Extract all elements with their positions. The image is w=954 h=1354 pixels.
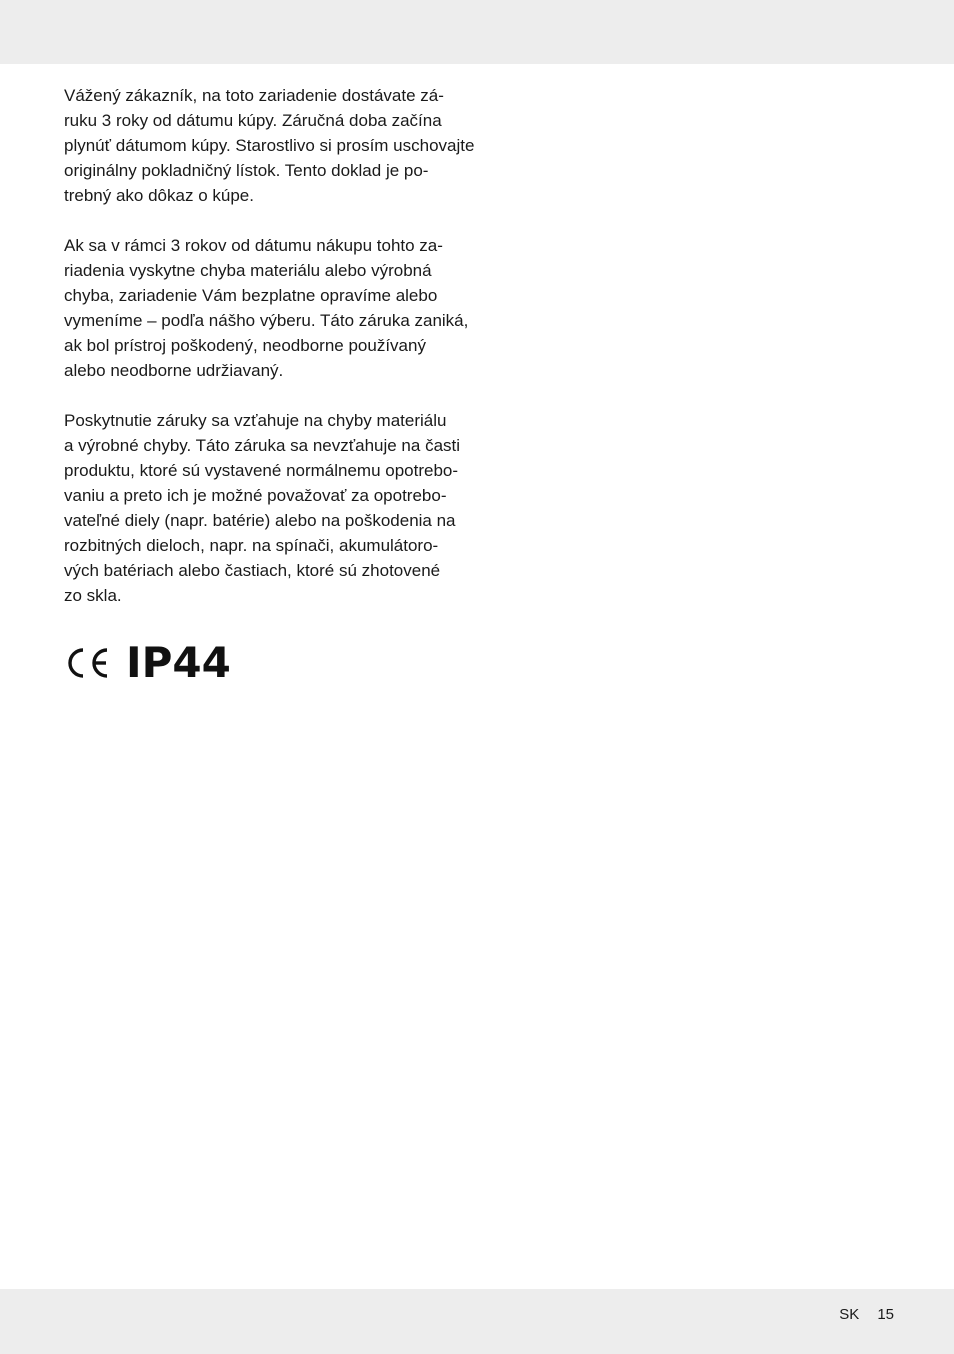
text-line: Ak sa v rámci 3 rokov od dátumu nákupu tohto za- [64, 236, 443, 255]
text-line: Vážený zákazník, na toto zariadenie dostávate zá- [64, 86, 444, 105]
paragraph-warranty-intro [64, 83, 475, 208]
text-line: ak bol prístroj poškodený, neodborne používaný [64, 336, 426, 355]
text-line: vateľné diely (napr. batérie) alebo na poškodenia na [64, 511, 456, 530]
text-line: riadenia vyskytne chyba materiálu alebo výrobná [64, 261, 432, 280]
paragraph-warranty-conditions [64, 233, 469, 383]
page-footer [839, 1305, 894, 1325]
text-line: a výrobné chyby. Táto záruka sa nevzťahuje na časti [64, 436, 461, 455]
text-line: rozbitných dieloch, napr. na spínači, akumulátoro- [64, 536, 439, 555]
text-line: ruku 3 roky od dátumu kúpy. Záručná doba začína [64, 111, 442, 130]
text-line: produktu, ktoré sú vystavené normálnemu opotrebo- [64, 461, 459, 480]
text-line: trebný ako dôkaz o kúpe. [64, 186, 254, 205]
footer-band [0, 1289, 954, 1354]
paragraph-warranty-scope [64, 408, 466, 608]
ce-mark-icon [64, 647, 112, 679]
text-line: plynúť dátumom kúpy. Starostlivo si prosím uschovajte [64, 136, 475, 155]
text-line: alebo neodborne udržiavaný. [64, 361, 284, 380]
page-number: 15 [877, 1306, 894, 1323]
text-line: chyba, zariadenie Vám bezplatne opravíme alebo [64, 286, 438, 305]
text-line: vaniu a preto ich je možné považovať za opotrebo- [64, 486, 447, 505]
language-code: SK [839, 1306, 860, 1323]
certification-marks [64, 640, 231, 686]
warranty-text [64, 83, 475, 608]
ip-rating-label: IP44 [126, 638, 231, 687]
text-line: originálny pokladničný lístok. Tento doklad je po- [64, 161, 429, 180]
text-line: Poskytnutie záruky sa vzťahuje na chyby materiálu [64, 411, 447, 430]
header-band [0, 0, 954, 64]
text-line: vých batériach alebo častiach, ktoré sú zhotovené [64, 561, 441, 580]
text-line: vymeníme – podľa nášho výberu. Táto záruka zaniká, [64, 311, 469, 330]
text-line: zo skla. [64, 586, 122, 605]
